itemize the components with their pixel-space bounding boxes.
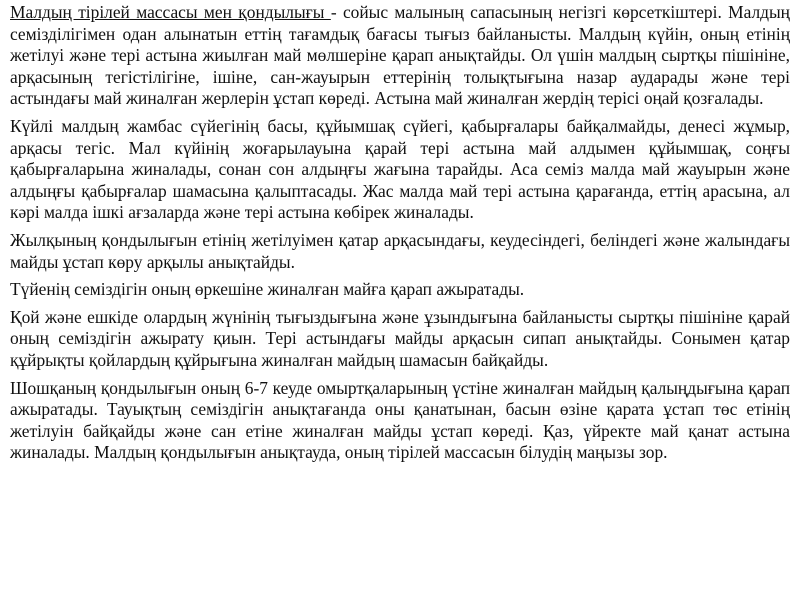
paragraph-horse: Жылқының қондылығын етінің жетілуімен қатар арқасындағы, кеудесіндегі, беліндегі және жалындағы майды ұстап көру арқылы анықтайды. [10,229,790,272]
paragraph-lead-term: Малдың тірілей массасы мен қондылығы [10,2,331,22]
paragraph-body-weight [10,2,790,110]
paragraph-text: - сойыс малының сапасының негізгі көрсеткіштері. Малдың семіздiлігімен одан алынатын еттің тағамдық бағасы тығыз байланысты. Малдың күйін, оның етінің жетілуі және тері астына жиылған май мөлшеріне қарап анықтайды. Ол үшін малдың сыртқы пішініне, арқасының тегістілігіне, ішіне, сан-жауырын еттерінің толықтығына назар аударады және тері астындағы май жиналған жерлерін ұстап көреді. Астына май жиналған жердің терісі оңай қозғалады. [10,2,790,109]
paragraph-camel: Түйенің семіздігін оның өркешіне жиналған майға қарап ажыратады. [10,279,525,300]
paragraph-sheep-goat: Қой және ешкіде олардың жүнінің тығыздығына және ұзындығына байланысты сыртқы пішініне қарай оның семіздігін ажырату қиын. Тері астындағы майды арқасын сипап анықтайды. Сонымен қатар құйрықты қойлардың құйрығына жиналған майдың шамасын байқайды. [10,306,790,370]
paragraph-pig-poultry: Шошқаның қондылығын оның 6-7 кеуде омыртқаларының үстіне жиналған майдың қалыңдығына қарап ажыратады. Тауықтың семіздігін анықтағанда оны қанатынан, басын өзіне қарата ұстап төс етінің жетілуін байқайды және сан етіне жиналған майды ұстап көреді. Қаз, үйректе май қанат астына жиналады. Малдың қондылығын анықтауда, оның тірілей массасын білудің маңызы зор. [10,377,790,463]
paragraph-fat-distribution: Күйлі малдың жамбас сүйегінің басы, құйымшақ сүйегі, қабырғалары байқалмайды, денесі жұмыр, арқасы тегіс. Мал күйінің жоғарылауына қарай тері астына май алдымен құйымшақ, соңғы қабырғаларына жиналады, сонан сон алдыңғы жағына тарайды. Аса семіз малда май жауырын және алдыңғы қабырғалар шамасына қалыптасады. Жас малда май тері астына қарағанда, еттің арасына, ал кәрі малда ішкі ағзаларда және тері астына көбірек жиналады. [10,115,790,223]
document-page [10,2,790,470]
